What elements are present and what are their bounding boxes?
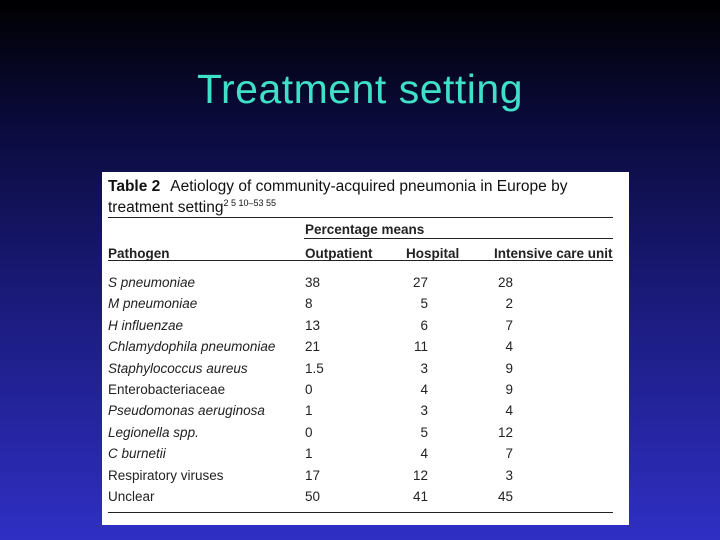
outpatient-cell: 1 [305, 403, 313, 419]
icu-cell: 2 [505, 296, 513, 312]
outpatient-cell: 21 [305, 339, 321, 355]
group-header-rule [304, 238, 613, 239]
pathogen-cell: C burnetii [108, 446, 166, 462]
header-rule [108, 260, 613, 261]
table-row [108, 403, 613, 424]
table-row [108, 425, 613, 446]
outpatient-cell: 1 [305, 446, 313, 462]
caption-references: 2 5 10–53 55 [223, 198, 277, 208]
column-header-hospital: Hospital [406, 246, 460, 261]
table-row [108, 361, 613, 382]
pathogen-cell: S pneumoniae [108, 275, 196, 290]
pathogen-cell: Pseudomonas aeruginosa [108, 403, 265, 419]
outpatient-cell: 0 [305, 424, 313, 440]
table-body [108, 275, 613, 510]
hospital-cell: 4 [420, 381, 428, 397]
table-row [108, 275, 613, 296]
icu-cell: 4 [505, 403, 513, 419]
outpatient-cell: 17 [305, 467, 321, 483]
table-row [108, 446, 613, 467]
icu-cell: 9 [505, 381, 513, 397]
pathogen-cell: H influenzae [108, 317, 184, 333]
table-bottom-rule [108, 512, 613, 513]
icu-cell: 12 [497, 424, 513, 440]
hospital-cell: 3 [420, 403, 428, 419]
outpatient-cell: 50 [305, 488, 321, 504]
table-row [108, 318, 613, 339]
hospital-cell: 27 [412, 275, 428, 290]
pathogen-cell: Staphylococcus aureus [108, 360, 248, 376]
icu-cell: 7 [505, 446, 513, 462]
table-row [108, 468, 613, 489]
outpatient-cell: 38 [305, 275, 321, 290]
table-row [108, 382, 613, 403]
hospital-cell: 6 [420, 317, 428, 333]
pathogen-cell: Respiratory viruses [108, 467, 224, 483]
hospital-cell: 4 [420, 446, 428, 462]
hospital-cell: 12 [412, 467, 428, 483]
column-header-outpatient: Outpatient [305, 246, 373, 261]
table-row [108, 296, 613, 317]
hospital-cell: 5 [420, 296, 428, 312]
icu-cell: 45 [497, 488, 513, 504]
icu-cell: 9 [505, 360, 513, 376]
outpatient-cell: 8 [305, 296, 313, 312]
caption-text: Aetiology of community-acquired pneumonia in Europe by treatment setting [108, 178, 568, 216]
hospital-cell: 5 [420, 424, 428, 440]
pathogen-cell: Chlamydophila pneumoniae [108, 339, 276, 355]
outpatient-cell: 0 [305, 381, 313, 397]
pathogen-cell: Legionella spp. [108, 424, 199, 440]
icu-cell: 7 [505, 317, 513, 333]
table-row [108, 339, 613, 360]
table-top-rule [108, 217, 613, 218]
group-header: Percentage means [305, 222, 425, 237]
pathogen-cell: Unclear [108, 488, 155, 504]
hospital-cell: 3 [420, 360, 428, 376]
column-header-pathogen: Pathogen [108, 246, 170, 261]
table-row [108, 489, 613, 510]
hospital-cell: 11 [413, 339, 428, 355]
column-header-icu: Intensive care unit [494, 246, 613, 261]
outpatient-cell: 13 [305, 317, 321, 333]
icu-cell: 4 [505, 339, 513, 355]
pathogen-cell: M pneumoniae [108, 296, 198, 312]
table-label: Table 2 [108, 178, 161, 195]
hospital-cell: 41 [412, 488, 428, 504]
table-caption [108, 176, 613, 218]
pathogen-cell: Enterobacteriaceae [108, 381, 226, 397]
outpatient-cell: 1.5 [305, 360, 324, 376]
icu-cell: 3 [505, 467, 513, 483]
slide-title: Treatment setting [196, 66, 523, 112]
table-image [102, 172, 629, 525]
icu-cell: 28 [497, 275, 513, 290]
